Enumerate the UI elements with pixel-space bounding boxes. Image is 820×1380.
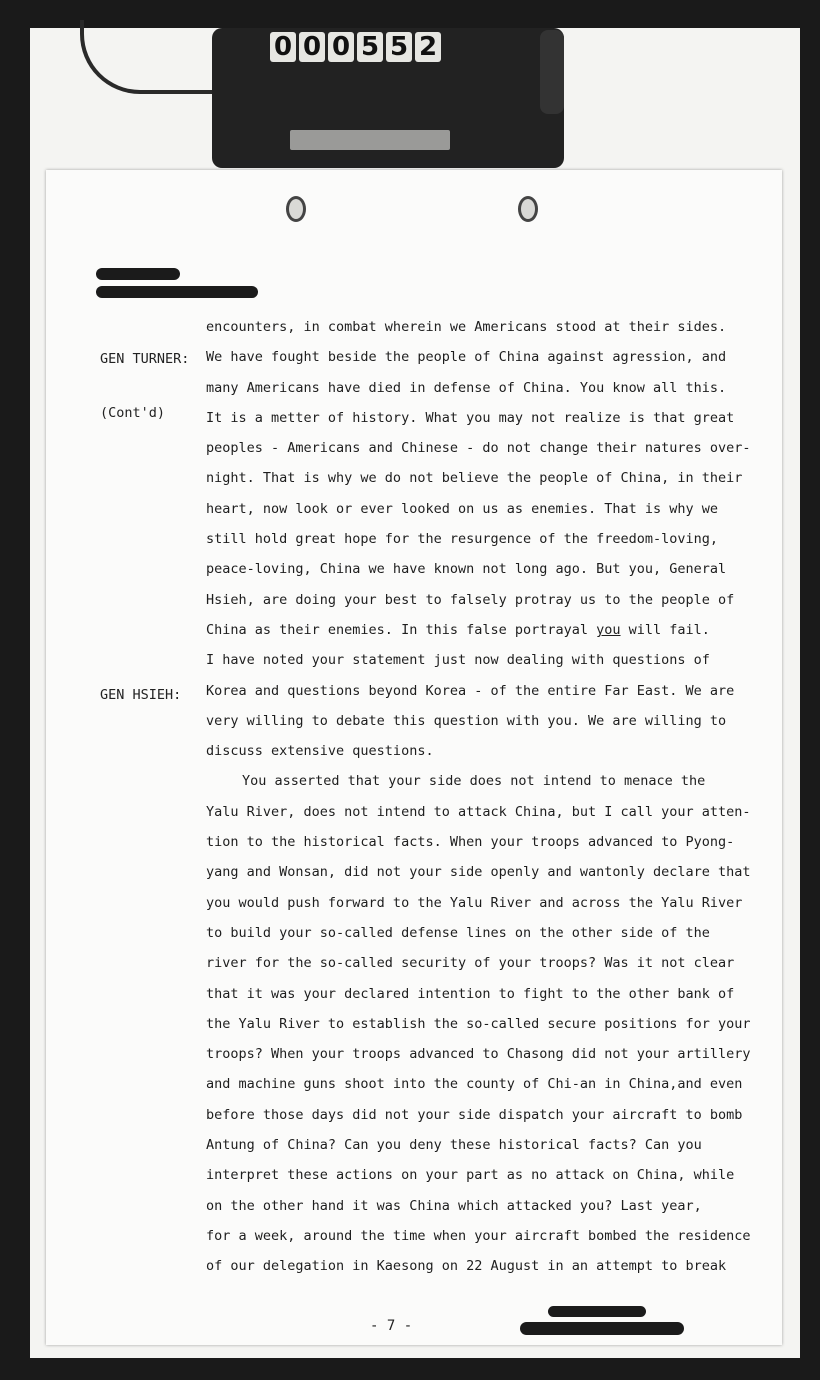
redaction-mark: [96, 286, 258, 298]
text-line: heart, now look or ever looked on us as enemies. That is why we: [206, 500, 719, 517]
text-line: very willing to debate this question with you. We are willing to: [206, 712, 727, 729]
text-line: peace-loving, China we have known not long ago. But you, General: [206, 561, 727, 578]
redaction-mark: [548, 1306, 646, 1317]
counter-digit: 2: [415, 32, 441, 62]
punch-hole: [518, 196, 538, 222]
text-line: on the other hand it was China which attacked you? Last year,: [206, 1197, 702, 1214]
transcript-body: [206, 312, 751, 1282]
text-line: interpret these actions on your part as no attack on China, while: [206, 1167, 735, 1184]
text-line: You asserted that your side does not intend to menace the: [242, 773, 706, 790]
text-line: that it was your declared intention to fight to the other bank of: [206, 985, 735, 1002]
text-line: It is a metter of history. What you may not realize is that great: [206, 409, 735, 426]
text-segment: will fail.: [620, 621, 710, 638]
text-line: I have noted your statement just now dealing with questions of: [206, 652, 710, 669]
text-line: river for the so-called security of your troops? Was it not clear: [206, 955, 735, 972]
text-line: still hold great hope for the resurgence of the freedom-loving,: [206, 531, 719, 548]
text-line: many Americans have died in defense of China. You know all this.: [206, 379, 727, 396]
speaker-label-hsieh: [100, 650, 181, 722]
text-segment: China as their enemies. In this false portrayal: [206, 621, 597, 638]
text-line: for a week, around the time when your aircraft bombed the residence: [206, 1227, 751, 1244]
text-line: troops? When your troops advanced to Chasong did not your artillery: [206, 1046, 751, 1063]
page-number: - 7 -: [370, 1318, 413, 1334]
text-line: Korea and questions beyond Korea - of the entire Far East. We are: [206, 682, 735, 699]
counter-digits: [270, 32, 441, 64]
text-line: [206, 615, 746, 645]
redaction-mark: [96, 268, 180, 280]
underlined-word: you: [596, 621, 621, 638]
counter-digit: 0: [299, 32, 325, 62]
text-line: before those days did not your side dispatch your aircraft to bomb: [206, 1106, 743, 1123]
text-line: the Yalu River to establish the so-called secure positions for your: [206, 1015, 751, 1032]
text-line: and machine guns shoot into the county of Chi-an in China,and even: [206, 1076, 743, 1093]
text-line: you would push forward to the Yalu River and across the Yalu River: [206, 894, 743, 911]
text-line: peoples - Americans and Chinese - do not change their natures over-: [206, 440, 751, 457]
text-line: to build your so-called defense lines on the other side of the: [206, 924, 710, 941]
counter-digit: 5: [357, 32, 383, 62]
counter-plate: [290, 130, 450, 150]
text-line: tion to the historical facts. When your troops advanced to Pyong-: [206, 834, 735, 851]
text-line: night. That is why we do not believe the people of China, in their: [206, 470, 743, 487]
text-line: Antung of China? Can you deny these historical facts? Can you: [206, 1137, 702, 1154]
text-line: Yalu River, does not intend to attack China, but I call your atten-: [206, 803, 751, 820]
text-line: Hsieh, are doing your best to falsely protray us to the people of: [206, 591, 735, 608]
punch-hole: [286, 196, 306, 222]
redaction-mark: [520, 1322, 684, 1335]
speaker-name: GEN TURNER:: [100, 351, 190, 367]
speaker-name: GEN HSIEH:: [100, 687, 182, 703]
text-line: discuss extensive questions.: [206, 743, 434, 760]
speaker-note: (Cont'd): [100, 405, 166, 421]
text-line: encounters, in combat wherein we Americans stood at their sides.: [206, 319, 727, 335]
text-line: yang and Wonsan, did not your side openly and wantonly declare that: [206, 864, 751, 881]
speaker-label-turner: [100, 314, 189, 440]
counter-digit: 5: [386, 32, 412, 62]
counter-digit: 0: [328, 32, 354, 62]
text-line: We have fought beside the people of China against agression, and: [206, 349, 727, 366]
counter-digit: 0: [270, 32, 296, 62]
text-line: of our delegation in Kaesong on 22 August in an attempt to break: [206, 1258, 727, 1275]
counter-knob: [540, 30, 564, 114]
